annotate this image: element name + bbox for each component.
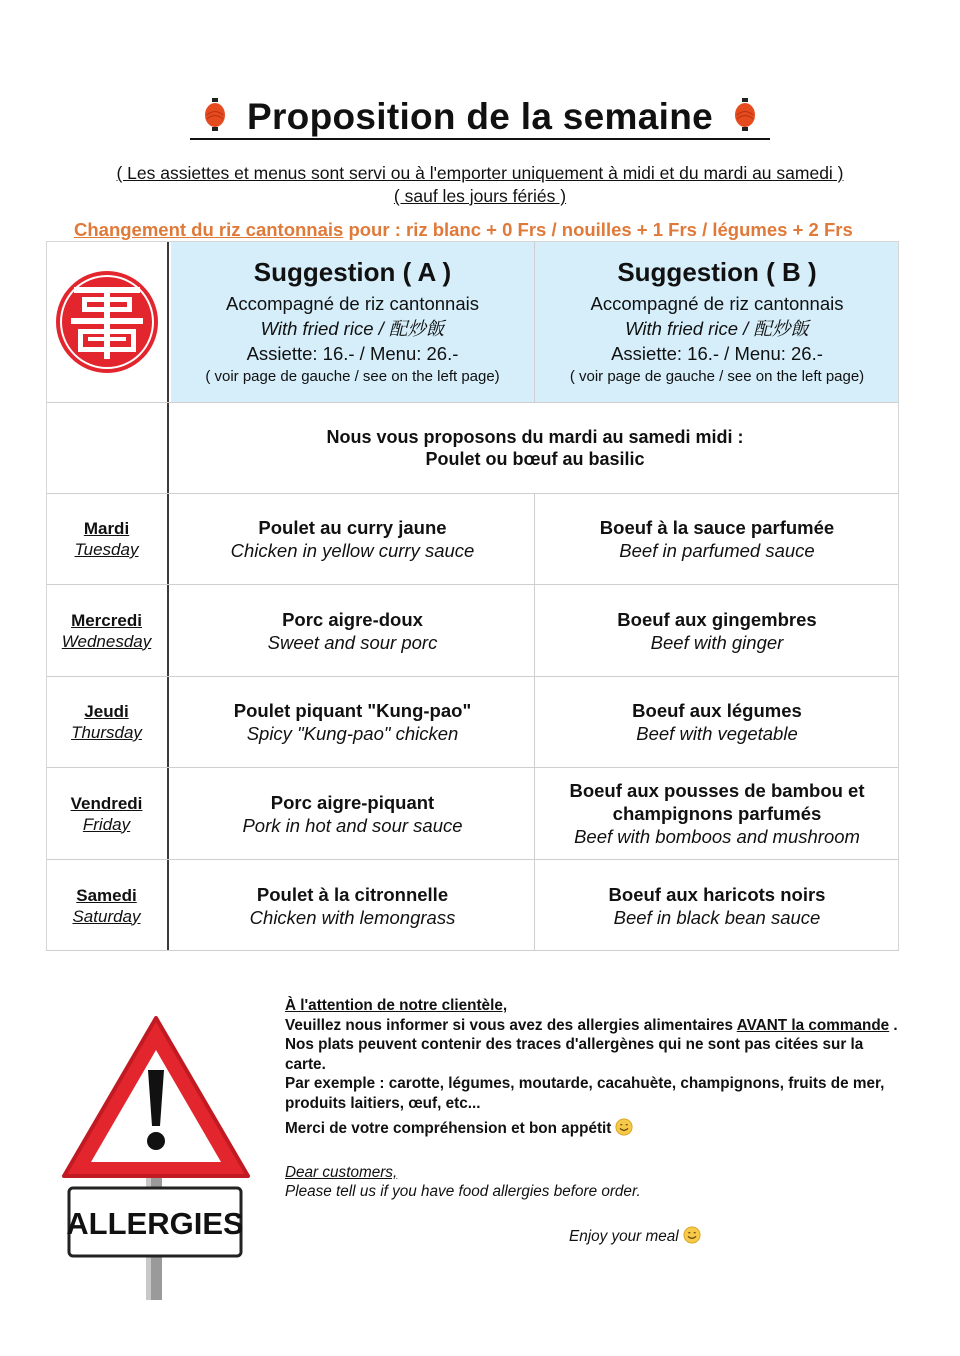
day-row [46, 493, 899, 584]
suggestion-b [534, 242, 899, 402]
logo-cell [46, 242, 169, 402]
suggestion-english: With fried rice / 配炒飯 [625, 317, 809, 339]
rice-change-lead: Changement du riz cantonnais [74, 219, 344, 240]
day-cell [46, 494, 169, 584]
allergy-inform-emphasis: AVANT la commande [736, 1016, 890, 1034]
suggestion-title: Suggestion ( A ) [253, 256, 452, 287]
table-bottom-border [46, 950, 899, 951]
dish-name-en: Beef in parfumed sauce [619, 540, 815, 561]
day-cell [46, 585, 169, 676]
smiling-face-icon [615, 1118, 633, 1136]
day-name-fr: Mercredi [71, 610, 142, 630]
suggestion-title: Suggestion ( B ) [617, 256, 817, 287]
suggestion-price: Assiette: 16.- / Menu: 26.- [611, 342, 823, 364]
page-title-underline [190, 97, 769, 140]
dish-b-cell [534, 768, 899, 859]
dish-name-fr: Boeuf aux pousses de bambou et champignons parfumés [569, 780, 865, 824]
dish-name-fr: Boeuf aux haricots noirs [608, 883, 826, 905]
day-cell [46, 768, 169, 859]
red-lantern-icon [734, 98, 756, 132]
red-lantern-icon [204, 98, 226, 132]
dish-name-fr: Porc aigre-piquant [270, 791, 435, 813]
day-row [46, 859, 899, 951]
suggestion-english: With fried rice / 配炒飯 [260, 317, 445, 339]
rice-change-note [74, 219, 853, 241]
dish-b-cell [534, 860, 899, 951]
dear-customers: Dear customers, [285, 1163, 398, 1181]
dish-name-en: Spicy "Kung-pao" chicken [246, 723, 459, 744]
dish-a-cell [171, 768, 534, 859]
suggestion-accompaniment: Accompagné de riz cantonnais [226, 292, 479, 314]
day-name-en: Tuesday [74, 540, 139, 559]
suggestion-see-note: ( voir page de gauche / see on the left page) [569, 367, 865, 385]
suggestion-header-row [46, 241, 899, 402]
suggestion-a [171, 242, 534, 402]
day-name-fr: Jeudi [84, 702, 129, 721]
day-row [46, 584, 899, 676]
dish-name-fr: Poulet au curry jaune [258, 517, 447, 538]
table-left-border [46, 241, 47, 951]
dish-a-cell [171, 494, 534, 584]
intro-line: Nous vous proposons du mardi au samedi midi : [326, 427, 744, 447]
enjoy-meal: Enjoy your meal [569, 1227, 679, 1245]
smiling-face-icon [683, 1226, 701, 1244]
allergy-thanks-line [285, 1118, 905, 1139]
suggestion-see-note: ( voir page de gauche / see on the left page) [205, 367, 500, 385]
day-name-en: Friday [82, 814, 131, 834]
dish-name-en: Beef with vegetable [636, 723, 798, 744]
day-name-fr: Samedi [76, 885, 137, 905]
suggestion-accompaniment: Accompagné de riz cantonnais [590, 292, 844, 314]
intro-cell [171, 403, 899, 493]
dish-b-cell [534, 677, 899, 767]
allergy-inform [285, 1016, 905, 1036]
dish-name-fr: Boeuf aux gingembres [617, 608, 817, 630]
weekly-menu-table [46, 241, 899, 951]
allergy-thanks: Merci de votre compréhension et bon appétit [285, 1120, 612, 1137]
day-row [46, 676, 899, 767]
dish-b-cell [534, 585, 899, 676]
allergy-attention: À l'attention de notre clientèle, [285, 997, 508, 1014]
empty-day-cell [46, 403, 169, 493]
allergy-inform-end: . [889, 1016, 898, 1034]
dish-name-fr: Poulet à la citronnelle [256, 883, 449, 905]
dish-a-cell [171, 585, 534, 676]
table-right-border [898, 241, 899, 951]
allergy-warning-sign [56, 1010, 256, 1300]
allergy-please-english: Please tell us if you have food allergies before order. [285, 1183, 641, 1200]
day-cell [46, 860, 169, 951]
suggestion-price: Assiette: 16.- / Menu: 26.- [246, 342, 459, 364]
day-name-en: Wednesday [61, 631, 152, 651]
allergy-sign-label: ALLERGIES [66, 1206, 244, 1241]
allergy-traces: Nos plats peuvent contenir des traces d'allergènes qui ne sont pas citées sur la carte. [285, 1036, 864, 1073]
intro-line: Poulet ou bœuf au basilic [425, 449, 645, 469]
dish-name-fr: Poulet piquant "Kung-pao" [233, 700, 472, 721]
dish-a-cell [171, 860, 534, 951]
page-title: Proposition de la semaine [246, 96, 713, 137]
dish-name-en: Chicken in yellow curry sauce [230, 540, 475, 561]
day-row [46, 767, 899, 859]
day-name-en: Thursday [71, 723, 142, 742]
page-title-row [0, 96, 960, 140]
holiday-note: ( sauf les jours fériés ) [393, 186, 567, 206]
allergy-info [285, 996, 905, 1246]
day-name-fr: Vendredi [70, 793, 143, 813]
dish-name-fr: Porc aigre-doux [282, 608, 423, 630]
intro-row [46, 402, 899, 493]
dish-name-en: Sweet and sour porc [267, 631, 438, 653]
day-name-en: Saturday [72, 906, 141, 926]
dish-name-en: Beef in black bean sauce [613, 906, 821, 928]
dish-a-cell [171, 677, 534, 767]
rice-change-options: pour : riz blanc + 0 Frs / nouilles + 1 Frs / légumes + 2 Frs [343, 219, 853, 240]
dish-name-fr: Boeuf à la sauce parfumée [599, 517, 835, 538]
dish-name-fr: Boeuf aux légumes [632, 700, 802, 721]
double-happiness-icon [54, 269, 160, 375]
dish-name-en: Pork in hot and sour sauce [242, 814, 463, 836]
allergy-inform-text: Veuillez nous informer si vous avez des allergies alimentaires [285, 1016, 737, 1034]
allergy-example: Par exemple : carotte, légumes, moutarde, cacahuète, champignons, fruits de mer, produits laitiers, œuf, etc... [285, 1075, 885, 1112]
day-cell [46, 677, 169, 767]
day-name-fr: Mardi [83, 519, 130, 538]
dish-name-en: Chicken with lemongrass [249, 906, 456, 928]
enjoy-line [285, 1226, 905, 1247]
service-note: ( Les assiettes et menus sont servi ou à l'emporter uniquement à midi et du mardi au samedi ) [116, 163, 844, 183]
dish-name-en: Beef with ginger [650, 631, 784, 653]
dish-b-cell [534, 494, 899, 584]
dish-name-en: Beef with bomboos and mushroom [574, 826, 860, 847]
